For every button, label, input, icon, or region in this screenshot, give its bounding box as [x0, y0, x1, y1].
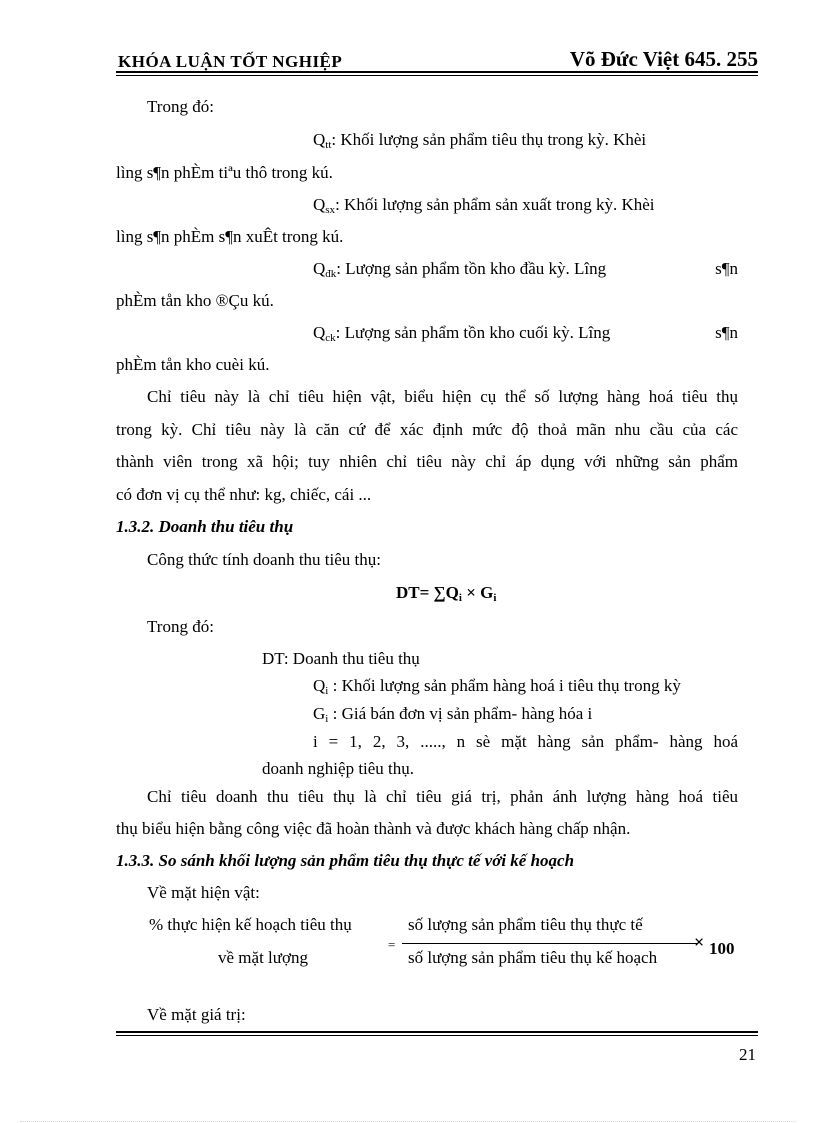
header-author: Võ Đức Việt 645. 255: [569, 47, 758, 71]
qck-definition-cont: phÈm tån kho cuèi kú.: [116, 355, 270, 374]
trong-do-label: Trong đó:: [147, 97, 214, 116]
fraction-bar: [402, 943, 698, 944]
qsx-definition-cont: lìng s¶n phÈm s¶n xuÊt trong kú.: [116, 227, 344, 246]
paragraph-1-line-1: Chỉ tiêu này là chỉ tiêu hiện vật, biểu hiện cụ thể số lượng hàng hoá tiêu thụ: [147, 387, 738, 406]
ve-mat-hien-vat: Về mặt hiện vật:: [147, 883, 260, 902]
page-number: 21: [739, 1045, 756, 1064]
qck-definition: $Q_{ck}$: Lượng sản phẩm tồn kho cuối kỳ. Lîng: [313, 323, 611, 344]
footer-rule-thick: [116, 1031, 758, 1033]
paragraph-1-line-3: thành viên trong xã hội; tuy nhiên chỉ tiêu này chỉ áp dụng với những sản phẩm: [116, 452, 738, 471]
ratio-label-line-2: về mặt lượng: [218, 948, 308, 967]
header-rule-thick: [116, 71, 758, 73]
paragraph-1-line-2: trong kỳ. Chỉ tiêu này là căn cứ để xác định mức độ thoả mãn nhu cầu của các: [116, 420, 738, 439]
formula-intro: Công thức tính doanh thu tiêu thụ:: [147, 550, 381, 569]
page-header: [118, 46, 758, 72]
times-sign: ×: [694, 932, 705, 952]
trong-do-label-2: Trong đó:: [147, 617, 214, 636]
i-definition-cont: doanh nghiệp tiêu thụ.: [262, 759, 415, 778]
qck-definition-tail: s¶n: [715, 323, 738, 342]
paragraph-2-line-1: Chỉ tiêu doanh thu tiêu thụ là chỉ tiêu giá trị, phản ánh lượng hàng hoá tiêu: [147, 787, 738, 806]
equals-sign: =: [388, 937, 396, 952]
ratio-numerator: số lượng sản phẩm tiêu thụ thực tế: [408, 915, 643, 934]
qdk-definition-cont: phÈm tån kho ®Çu kú.: [116, 291, 274, 310]
section-heading-1-3-2: 1.3.2. Doanh thu tiêu thụ: [116, 517, 294, 536]
footer-rule-thin: [116, 1035, 758, 1036]
qdk-definition: $Q_{đk}$: Lượng sản phẩm tồn kho đầu kỳ. Lîng: [313, 259, 607, 280]
ratio-denominator: số lượng sản phẩm tiêu thụ kế hoạch: [408, 948, 658, 967]
gi-definition: $G_i$ : Giá bán đơn vị sản phẩm- hàng hóa i: [313, 704, 593, 725]
ratio-factor: 100: [709, 939, 735, 958]
paragraph-1-line-4: có đơn vị cụ thể như: kg, chiếc, cái ...: [116, 485, 372, 504]
paragraph-2-line-2: thụ biểu hiện bằng công việc đã hoàn thành và được khách hàng chấp nhận.: [116, 819, 631, 838]
revenue-formula: $DT= \sum Q_i \times G_i$: [396, 583, 497, 604]
dt-definition: DT: Doanh thu tiêu thụ: [262, 649, 420, 668]
qi-definition: $Q_i$ : Khối lượng sản phẩm hàng hoá i tiêu thụ trong kỳ: [313, 676, 681, 697]
header-title: KHÓA LUẬN TỐT NGHIỆP: [118, 52, 343, 71]
qsx-definition: $Q_{sx}$: Khối lượng sản phẩm sản xuất trong kỳ. Khèi: [313, 195, 655, 216]
page-bottom-dotted-border: [20, 1121, 796, 1122]
ratio-label-line-1: % thực hiện kế hoạch tiêu thụ: [149, 915, 352, 934]
qtt-definition: $Q_{tt}$: Khối lượng sản phẩm tiêu thụ trong kỳ. Khèi: [313, 130, 647, 151]
qdk-definition-tail: s¶n: [715, 259, 738, 278]
ve-mat-gia-tri: Về mặt giá trị:: [147, 1005, 246, 1024]
section-heading-1-3-3: 1.3.3. So sánh khối lượng sản phẩm tiêu thụ thực tế với kế hoạch: [116, 851, 575, 870]
header-rule-thin: [116, 75, 758, 76]
qtt-definition-cont: lìng s¶n phÈm tiªu thô trong kú.: [116, 163, 333, 182]
i-definition: i = 1, 2, 3, ....., n sè mặt hàng sản phẩm- hàng hoá: [313, 732, 738, 751]
